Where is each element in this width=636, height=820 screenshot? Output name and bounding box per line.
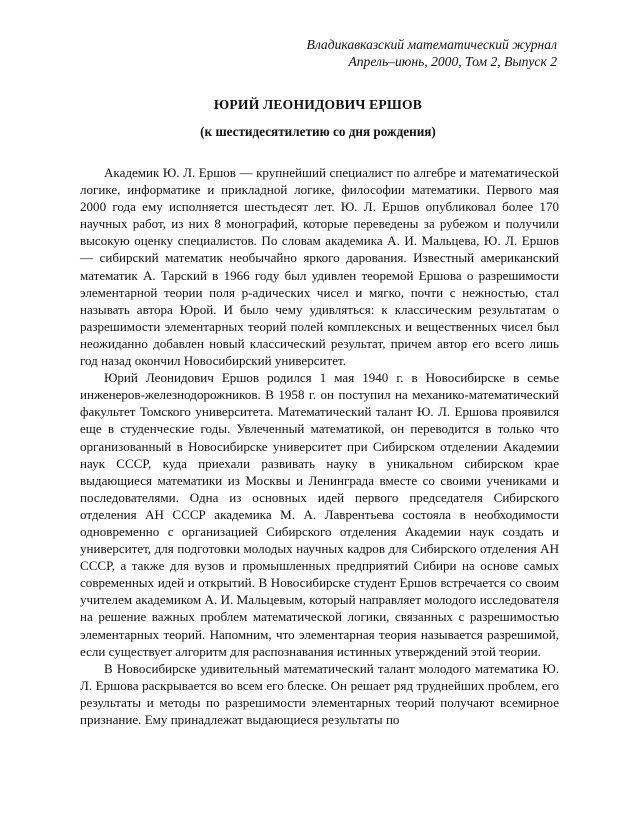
article-body (80, 164, 559, 728)
paragraph: Юрий Леонидович Ершов родился 1 мая 1940 г. в Новосибирске в семье инженеров-железнодорожников. В 1958 г. он поступил на механико-математический факультет Томского университета. Математический талант Ю. Л. Ершова проявился еще в студенческие годы. Увлеченный математикой, он переводится в только что организованный в Новосибирске университет при Сибирском отделении Академии наук СССР, куда приехали развивать науку в уникальном сибирском крае выдающиеся математики из Москвы и Ленинграда вместе со своими учениками и последователями. Одна из основных идей первого председателя Сибирского отделения АН СССР академика М. А. Лаврентьева состояла в необходимости одновременно с организацией Сибирского отделения Академии наук создать и университет, для подготовки молодых научных кадров для Сибирского отделения АН СССР, а также для вузов и промышленных предприятий Сибири на основе самых современных идей и открытий. В Новосибирске студент Ершов встречается со своим учителем академиком А. И. Мальцевым, который направляет молодого исследователя на решение важных проблем математической логики, связанных с разрешимостью элементарных теорий. Напомним, что элементарная теория называется разрешимой, если существует алгоритм для распознавания истинных утверждений этой теории. (80, 370, 559, 659)
journal-name: Владикавказский математический журнал (306, 37, 557, 52)
article-title: ЮРИЙ ЛЕОНИДОВИЧ ЕРШОВ (213, 97, 423, 112)
article-subtitle: (к шестидесятилетию со дня рождения) (200, 124, 436, 139)
paragraph: В Новосибирске удивительный математический талант молодого математика Ю. Л. Ершова раскрывается во всем его блеске. Он решает ряд труднейших проблем, его результаты и методы по разрешимости элементарных теорий получают всемирное признание. Ему принадлежат выдающиеся результаты по (80, 660, 559, 727)
journal-issue: Апрель–июнь, 2000, Том 2, Выпуск 2 (348, 54, 557, 69)
paragraph: Академик Ю. Л. Ершов — крупнейший специалист по алгебре и математической логике, информатике и прикладной логике, философии математики. Первого мая 2000 года ему исполняется шестьдесят лет. Ю. Л. Ершов опубликовал более 170 научных работ, из них 8 монографий, которые переведены за рубежом и получили высокую оценку специалистов. По словам академика А. И. Мальцева, Ю. Л. Ершов — сибирский математик необычайно яркого дарования. Известный американский математик А. Тарский в 1966 году был удивлен теоремой Ершова о разрешимости элементарной теории поля p-адических чисел и мягко, почти с нежностью, стал называть автора Юрой. И было чему удивляться: к классическим результатам о разрешимости элементарных теорий полей комплексных и вещественных чисел был неожиданно добавлен новый классический результат, причем автор его всего лишь год назад окончил Новосибирский университет. (80, 165, 559, 369)
